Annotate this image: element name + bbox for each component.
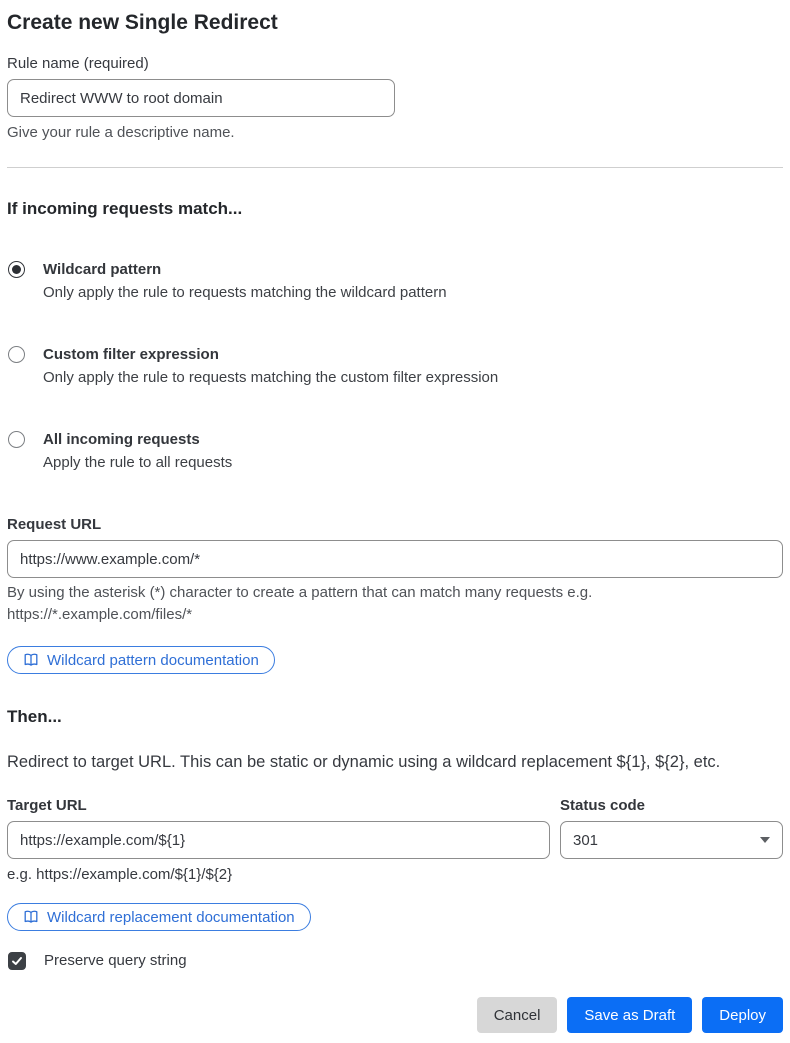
preserve-query-label: Preserve query string	[44, 952, 187, 969]
radio-dot-icon[interactable]	[8, 261, 25, 278]
deploy-button[interactable]: Deploy	[702, 997, 783, 1033]
radio-option-wildcard-pattern[interactable]	[7, 260, 783, 303]
radio-option-all-requests[interactable]	[7, 430, 783, 473]
wildcard-pattern-doc-button[interactable]	[7, 646, 275, 674]
request-url-help	[7, 582, 783, 626]
page-title: Create new Single Redirect	[7, 11, 278, 34]
radio-dot-icon[interactable]	[8, 431, 25, 448]
rule-name-help: Give your rule a descriptive name.	[7, 124, 235, 141]
radio-desc-wildcard-pattern: Only apply the rule to requests matching the wildcard pattern	[43, 284, 447, 301]
request-url-help-line2: https://*.example.com/files/*	[7, 606, 193, 623]
rule-name-input[interactable]	[7, 79, 395, 117]
form-footer	[7, 997, 783, 1033]
checkbox-icon[interactable]	[8, 952, 26, 970]
request-url-input[interactable]	[7, 540, 783, 578]
match-section-heading: If incoming requests match...	[7, 199, 243, 218]
radio-option-custom-filter[interactable]	[7, 345, 783, 388]
target-row	[7, 796, 783, 885]
book-icon	[23, 909, 39, 925]
then-section-heading: Then...	[7, 707, 62, 726]
radio-label-custom-filter: Custom filter expression	[43, 346, 219, 363]
then-section-description: Redirect to target URL. This can be static or dynamic using a wildcard replacement ${1}, ${2}, etc.	[7, 753, 721, 771]
preserve-query-checkbox-row[interactable]	[7, 951, 783, 971]
status-code-select[interactable]	[560, 821, 783, 859]
request-url-label: Request URL	[7, 516, 102, 533]
radio-dot-icon[interactable]	[8, 346, 25, 363]
target-url-input[interactable]	[7, 821, 550, 859]
radio-desc-custom-filter: Only apply the rule to requests matching the custom filter expression	[43, 369, 499, 386]
radio-desc-all-requests: Apply the rule to all requests	[43, 454, 233, 471]
cancel-button[interactable]: Cancel	[477, 997, 558, 1033]
status-code-value: 301	[573, 831, 599, 849]
book-icon	[23, 652, 39, 668]
radio-label-all-requests: All incoming requests	[43, 431, 200, 448]
request-url-help-line1: By using the asterisk (*) character to create a pattern that can match many requests e.g.	[7, 584, 593, 601]
save-as-draft-button[interactable]: Save as Draft	[567, 997, 692, 1033]
section-divider	[7, 167, 783, 168]
match-type-radio-group	[7, 260, 783, 473]
radio-label-wildcard-pattern: Wildcard pattern	[43, 261, 162, 278]
target-url-help: e.g. https://example.com/${1}/${2}	[7, 866, 233, 883]
status-code-label: Status code	[560, 797, 646, 814]
chevron-down-icon	[760, 837, 770, 843]
checkmark-icon	[11, 955, 23, 967]
wildcard-replacement-doc-label: Wildcard replacement documentation	[47, 908, 295, 926]
wildcard-replacement-doc-button[interactable]	[7, 903, 311, 931]
target-url-label: Target URL	[7, 797, 87, 814]
wildcard-pattern-doc-label: Wildcard pattern documentation	[47, 651, 259, 669]
rule-name-label: Rule name (required)	[7, 55, 149, 72]
